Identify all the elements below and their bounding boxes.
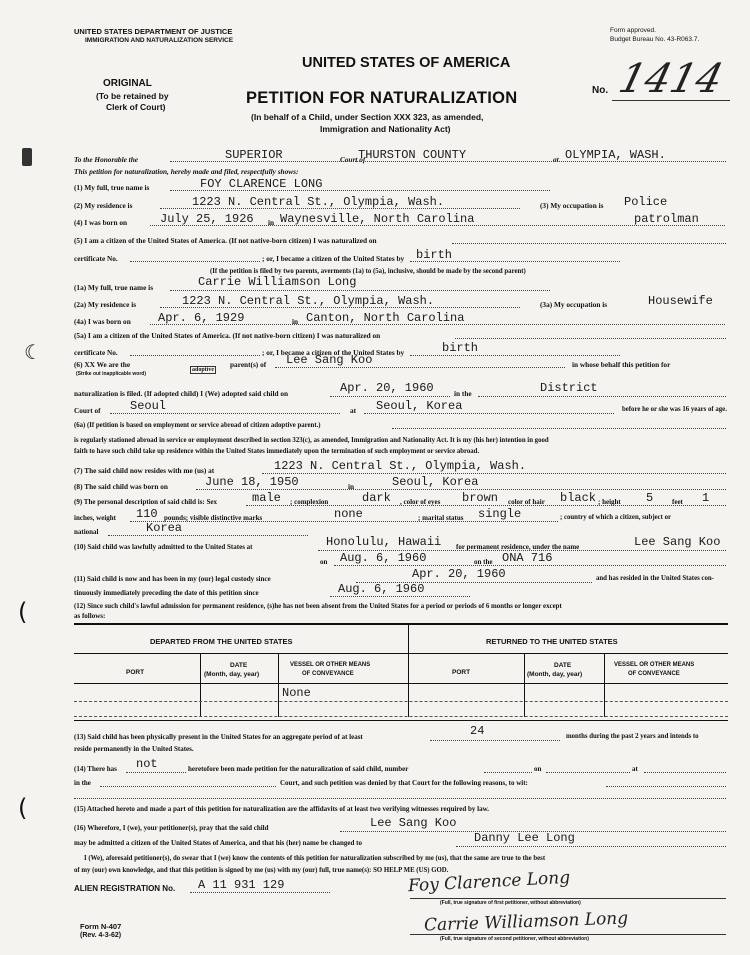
s6-line xyxy=(275,367,565,368)
table-row-rule xyxy=(74,716,728,717)
adopt-court: District xyxy=(540,381,598,395)
s1-value: FOY CLARENCE LONG xyxy=(200,177,323,191)
service-name: IMMIGRATION AND NATURALIZATION SERVICE xyxy=(85,37,234,44)
adopt-court-line xyxy=(478,396,726,397)
s10-label: (10) Said child was lawfully admitted to the United States at xyxy=(74,543,253,551)
s5a-value: birth xyxy=(442,341,479,355)
s6a-line xyxy=(392,428,726,429)
s7-label: (7) The said child now resides with me (us) at xyxy=(74,466,215,475)
s14-reasons-line xyxy=(606,786,726,787)
form-number: Form N-407 xyxy=(80,922,122,931)
s2-label: (2) My residence is xyxy=(74,201,133,210)
dep-date-header: DATE xyxy=(230,662,248,669)
s7-value: 1223 N. Central St., Olympia, Wash. xyxy=(274,459,527,473)
signature-line-1 xyxy=(410,898,726,899)
s9-country-label: ; country of which a citizen, subject or xyxy=(560,514,671,521)
s3-label: (3) My occupation is xyxy=(540,201,604,210)
country-title: UNITED STATES OF AMERICA xyxy=(302,55,511,71)
s4a-place: Canton, North Carolina xyxy=(306,311,465,325)
s6a-text-2: faith to have such child take up residence within the United States immediately upon the termination of such employment or service abroad. xyxy=(74,448,480,455)
court-line xyxy=(170,161,726,162)
alien-reg-label: ALIEN REGISTRATION No. xyxy=(74,884,176,893)
s9-sex: male xyxy=(252,491,281,505)
ret-vessel-sub: OF CONVEYANCE xyxy=(628,671,680,677)
s9-height-label: ; height xyxy=(598,498,621,506)
adopt-city: Seoul xyxy=(130,399,167,413)
col-divider xyxy=(278,653,279,717)
ret-port-header: PORT xyxy=(452,669,471,676)
s9-eyes: brown xyxy=(462,491,499,505)
s16-line2: may be admitted a citizen of the United States of America, and that his (her) name be changed to xyxy=(74,839,362,847)
document-title: PETITION FOR NATURALIZATION xyxy=(246,89,518,107)
s13-tail: months during the past 2 years and intends to xyxy=(566,733,699,740)
table-subheader-rule xyxy=(74,683,728,684)
adopt-date: Apr. 20, 1960 xyxy=(340,381,434,395)
dep-date-sub: (Month, day, year) xyxy=(204,671,260,678)
ret-date-header: DATE xyxy=(554,662,572,669)
s4a-line xyxy=(150,324,725,325)
ret-vessel-header: VESSEL OR OTHER MEANS xyxy=(614,662,695,668)
s12-label-2: as follows: xyxy=(74,612,106,620)
absence-none-value: None xyxy=(282,686,311,700)
s5-value: birth xyxy=(416,248,453,262)
to-honorable-label: To the Honorable the xyxy=(74,155,138,164)
s16-newname: Danny Lee Long xyxy=(474,831,575,845)
s14-at: at xyxy=(632,765,638,773)
s13-line xyxy=(430,740,560,741)
s16-child: Lee Sang Koo xyxy=(370,816,457,830)
s2a-line xyxy=(160,307,520,308)
form-approved: Form approved. xyxy=(610,27,656,34)
punch-hole-icon: ( xyxy=(18,794,28,822)
s9-height-in: 1 xyxy=(702,491,710,505)
s9-inches-label: inches, weight xyxy=(74,514,116,522)
alien-reg-line xyxy=(190,892,330,893)
retained-line-2: Clerk of Court) xyxy=(106,102,166,112)
s15-text: (15) Attached hereto and made a part of this petition for naturalization are the affidavits of at least two verifying witnesses required by law. xyxy=(74,805,490,813)
adopt-place: Seoul, Korea xyxy=(376,399,463,413)
s1a-value: Carrie Williamson Long xyxy=(198,275,357,289)
retained-line-1: (To be retained by xyxy=(96,91,169,101)
s2-value: 1223 N. Central St., Olympia, Wash. xyxy=(192,195,445,209)
s11-date2: Aug. 6, 1960 xyxy=(338,582,425,596)
s11-line-2 xyxy=(330,596,470,597)
petition-number-handwritten: 1414 xyxy=(614,56,728,102)
s10-on2: on the xyxy=(474,558,493,566)
col-divider xyxy=(604,653,605,717)
table-divider xyxy=(408,625,409,717)
table-top-rule xyxy=(74,623,728,625)
s6-adoptive: adoptive xyxy=(192,367,215,373)
s14-number-line xyxy=(484,772,532,773)
s9-hair: black xyxy=(560,491,597,505)
s10-place: Honolulu, Hawaii xyxy=(326,535,442,549)
adopt-in: in the xyxy=(454,389,472,398)
punch-hole-icon: ☾ xyxy=(24,342,42,364)
adopt-city-line xyxy=(110,413,340,414)
s4-date: July 25, 1926 xyxy=(160,212,254,226)
dep-vessel-sub: OF CONVEYANCE xyxy=(302,671,354,677)
table-bottom-rule xyxy=(74,720,728,721)
s4-place: Waynesville, North Carolina xyxy=(280,212,475,226)
s3a-value: Housewife xyxy=(648,294,713,308)
s9-eyes-label: , color of eyes xyxy=(400,498,441,506)
dep-port-header: PORT xyxy=(126,669,145,676)
form-revision: (Rev. 4-3-62) xyxy=(80,932,122,939)
s5a-or: ; or, I became a citizen of the United States by xyxy=(262,348,405,357)
table-header-rule xyxy=(74,653,728,654)
s9-marital-label: ; marital status xyxy=(418,514,464,522)
adopt-place-line xyxy=(364,413,614,414)
s2-line xyxy=(160,208,520,209)
s5-cert-line xyxy=(130,261,260,262)
s5a-cert: certificate No. xyxy=(74,348,118,357)
s6-strike-note: (Strike out inapplicable word) xyxy=(76,371,147,377)
binder-mark-icon xyxy=(22,148,32,166)
s9-marital: single xyxy=(478,507,522,521)
s10-on: on xyxy=(320,558,328,566)
s9-line-3 xyxy=(108,535,308,536)
s8-place: Seoul, Korea xyxy=(392,475,479,489)
s3-value: Police xyxy=(624,195,668,209)
oath-line-1: I (We), aforesaid petitioner(s), do swear that I (we) know the contents of this petition for naturalization subscribed by me (us), that the same are true to the best xyxy=(84,855,546,862)
s10-line-2 xyxy=(334,565,726,566)
s13-label: (13) Said child has been physically present in the United States for an aggregate period of at least xyxy=(74,733,363,741)
s9-feet-label: feet xyxy=(672,498,683,506)
s5a-value-line xyxy=(410,355,620,356)
adopt-tail: before he or she was 16 years of age. xyxy=(622,406,727,413)
s4a-in: in xyxy=(292,317,299,326)
s9-complexion: dark xyxy=(362,491,391,505)
s16-label: (16) Wherefore, I (we), your petitioner(s), pray that the said child xyxy=(74,824,269,832)
s9-nationality: Korea xyxy=(146,521,183,535)
intro-text: This petition for naturalization, hereby made and filed, respectfully shows: xyxy=(74,167,299,176)
s5-cert: certificate No. xyxy=(74,254,118,263)
s14-on-line xyxy=(546,772,630,773)
table-row-rule xyxy=(74,701,728,702)
s14-mid: heretofore been made petition for the naturalization of said child, number xyxy=(188,765,409,773)
s14-tail: Court, and such petition was denied by that Court for the following reasons, to wit: xyxy=(280,779,528,787)
s5a-line xyxy=(455,338,726,339)
s14-in-line xyxy=(100,786,276,787)
adopt-at: at xyxy=(350,406,357,415)
s4a-label: (4a) I was born on xyxy=(74,317,131,326)
dep-vessel-header: VESSEL OR OTHER MEANS xyxy=(290,662,371,668)
s9-hair-label: color of hair xyxy=(508,498,545,506)
alien-reg-number: A 11 931 129 xyxy=(198,878,285,892)
s9-marks-label: pounds; visible distinctive marks xyxy=(164,514,263,522)
signature-first-petitioner: Foy Clarence Long xyxy=(407,867,571,897)
s12-label: (12) Since such child's lawful admission for permanent residence, (s)he has not been absent from the United States for a period or periods of 6 months or longer except xyxy=(74,603,562,610)
s11-tail: and has resided in the United States con- xyxy=(596,575,714,582)
s6a-text-1: is regularly stationed abroad in service or employment described in section 323(c), as amended, Immigration and Nationality Act. It is my (his her) intention in good xyxy=(74,437,549,444)
s10-vessel: ONA 716 xyxy=(502,551,553,565)
court-of-label-2: Court of xyxy=(74,406,101,415)
at-label: at xyxy=(553,155,559,164)
punch-hole-icon: ( xyxy=(18,598,28,626)
s14-value-line xyxy=(126,772,186,773)
subtitle-line-2: Immigration and Nationality Act) xyxy=(320,124,451,134)
s9-weight: 110 xyxy=(136,507,158,521)
s14-label: (14) There has xyxy=(74,765,117,773)
s7-line xyxy=(262,473,726,474)
budget-number: Budget Bureau No. 43-R063.7. xyxy=(610,36,700,43)
s2a-value: 1223 N. Central St., Olympia, Wash. xyxy=(182,294,435,308)
s6-parent-label: parent(s) of xyxy=(230,360,267,369)
s6-tail: in whose behalf this petition for xyxy=(572,360,671,369)
s9-line-2 xyxy=(130,521,558,522)
county-value: THURSTON COUNTY xyxy=(358,148,467,162)
s14-in: in the xyxy=(74,779,91,787)
s1a-label: (1a) My full, true name is xyxy=(74,283,154,292)
col-divider xyxy=(524,653,525,717)
signature-second-petitioner: Carrie Williamson Long xyxy=(423,908,629,936)
s11-line2: tinuously immediately preceding the date of this petition since xyxy=(74,589,259,597)
s8-line xyxy=(196,489,726,490)
s5-value-line xyxy=(410,261,620,262)
s10-name: Lee Sang Koo xyxy=(634,535,721,549)
city-value: OLYMPIA, WASH. xyxy=(565,148,666,162)
subtitle-line-1: (In behalf of a Child, under Section XXX 323, as amended, xyxy=(251,112,484,122)
s4-line xyxy=(150,225,725,226)
s6-label: (6) XX We are the xyxy=(74,360,131,369)
oath-line-2: of my (our) own knowledge, and that this petition is signed by me (us) with my (our) full, true name(s): SO HELP ME (US) GOD. xyxy=(74,867,449,874)
s8-date: June 18, 1950 xyxy=(205,475,299,489)
s6a-label: (6a) (If petition is based on employment or service abroad of citizen adoptive parent.) xyxy=(74,422,321,429)
s14-value: not xyxy=(136,757,158,771)
departed-title: DEPARTED FROM THE UNITED STATES xyxy=(150,637,293,646)
s9-label: (9) The personal description of said child is: Sex xyxy=(74,498,217,506)
s14-on: on xyxy=(534,765,542,773)
s11-label: (11) Said child is now and has been in my (our) legal custody since xyxy=(74,575,271,583)
s3-value-2: patrolman xyxy=(634,212,699,226)
s1-line xyxy=(170,190,550,191)
s10-mid: for permanent residence, under the name xyxy=(456,543,580,551)
s14-at-line xyxy=(644,772,726,773)
s9-height-ft: 5 xyxy=(646,491,654,505)
petition-no-label: No. xyxy=(592,85,609,96)
signature-line-2 xyxy=(410,934,726,935)
s5-label: (5) I am a citizen of the United States of America. (If not native-born citizen) I was naturalized on xyxy=(74,236,377,245)
s4-label: (4) I was born on xyxy=(74,218,128,227)
court-of-label: Court of xyxy=(340,155,366,164)
returned-title: RETURNED TO THE UNITED STATES xyxy=(486,637,618,646)
second-parent-note: (If the petition is filed by two parents, averments (1a) to (5a), inclusive, should be made by the second parent) xyxy=(210,268,526,275)
s5-line xyxy=(452,243,726,244)
s5a-label: (5a) I am a citizen of the United States of America. (If not native-born citizen) I was naturalized on xyxy=(74,331,381,340)
adopt-label: naturalization is filed. (If adopted child) I (We) adopted said child on xyxy=(74,389,289,398)
s9-line xyxy=(246,505,726,506)
sig1-caption: (Full, true signature of first petitioner, without abbreviation) xyxy=(440,900,581,906)
s13-value: 24 xyxy=(470,724,485,738)
ret-date-sub: (Month, day, year) xyxy=(527,671,583,678)
s4a-date: Apr. 6, 1929 xyxy=(158,311,245,325)
original-label: ORIGINAL xyxy=(103,78,152,89)
s13-line2: reside permanently in the United States. xyxy=(74,745,194,753)
s1a-line xyxy=(170,290,550,291)
s5-or: ; or, I became a citizen of the United States by xyxy=(262,254,405,263)
s5a-cert-line xyxy=(130,355,260,356)
sig2-caption: (Full, true signature of second petitioner, without abbreviation) xyxy=(440,936,589,942)
s3a-label: (3a) My occupation is xyxy=(540,300,608,309)
s1-label: (1) My full, true name is xyxy=(74,183,150,192)
s8-label: (8) The said child was born on xyxy=(74,482,168,491)
adopt-date-line xyxy=(330,396,450,397)
s16-line-2 xyxy=(456,846,726,847)
dept-name: UNITED STATES DEPARTMENT OF JUSTICE xyxy=(74,27,233,36)
s2a-label: (2a) My residence is xyxy=(74,300,137,309)
s6-child-name: Lee Sang Koo xyxy=(286,353,373,367)
s9-national-label: national xyxy=(74,528,99,536)
s14-reasons-line-2 xyxy=(74,798,726,799)
s4-in: in xyxy=(268,218,275,227)
s8-in: in xyxy=(348,482,355,491)
s10-date: Aug. 6, 1960 xyxy=(340,551,427,565)
s9-complexion-label: ; complexion xyxy=(290,498,329,506)
s11-date: Apr. 20, 1960 xyxy=(412,567,506,581)
col-divider xyxy=(200,653,201,717)
s9-marks: none xyxy=(334,507,363,521)
court-name-value: SUPERIOR xyxy=(225,148,283,162)
